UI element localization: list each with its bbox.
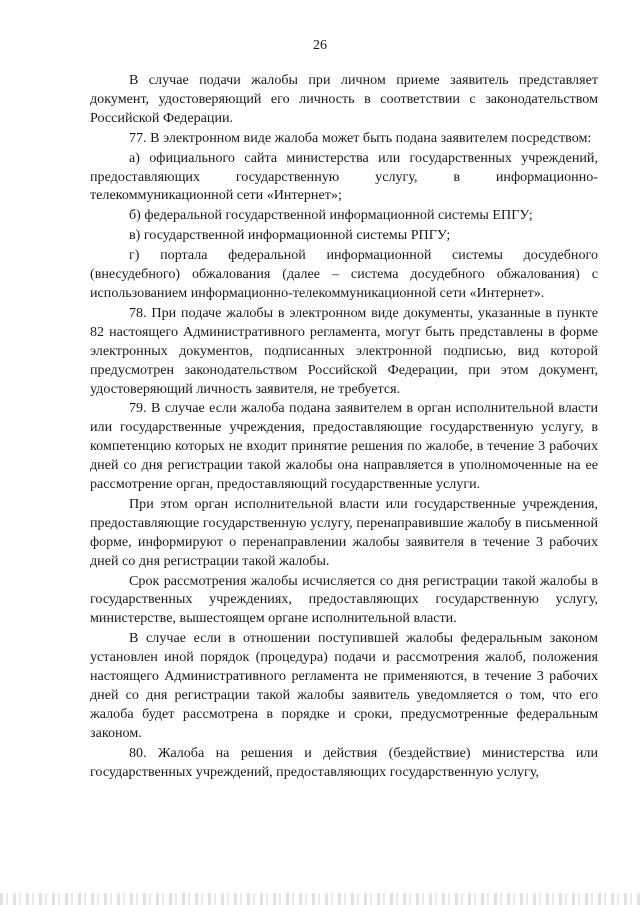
paragraph-77-a: а) официального сайта министерства или государственных учреждений, предоставляющих государственную услугу, в информационно-телекоммуникационной сети «Интернет»; (90, 149, 598, 204)
paragraph-77-v: в) государственной информационной системы РПГУ; (129, 227, 451, 244)
paragraph-80: 80. Жалоба на решения и действия (бездействие) министерства или государственных учреждений, предоставляющих государственную услугу, (90, 744, 598, 780)
paragraph-personal-submission: В случае подачи жалобы при личном приеме заявитель представляет документ, удостоверяющий его личность в соответствии с законодательством Российской Федерации. (90, 72, 598, 126)
paragraph-79: 79. В случае если жалоба подана заявителем в орган исполнительной власти или государственные учреждения, предоставляющие государственную услугу, в компетенцию которых не входит принятие решения по жалобе, в течение 3 рабочих дней со дня регистрации такой жалобы она направляется в уполномоченные на ее рассмотрение орган, предоставляющий государственные услуги. (90, 400, 598, 493)
paragraph-79-federal-law: В случае если в отношении поступившей жалобы федеральным законом установлен иной порядок (процедура) подачи и рассмотрения жалоб, положения настоящего Административного регламента не применяются, в течение 3 рабочих дней со дня регистрации такой жалобы заявитель уведомляется о том, что его жалоба будет рассмотрена в порядке и сроки, предусмотренные федеральным законом. (90, 630, 598, 741)
paragraph-77: 77. В электронном виде жалоба может быть подана заявителем посредством: (129, 129, 592, 146)
paragraph-79-redirect: При этом орган исполнительной власти или государственные учреждения, предоставляющие государственную услугу, перенаправившие жалобу в письменной форме, информируют о перенаправлении жалобы заявителя в течение 3 рабочих дней со дня регистрации такой жалобы. (90, 495, 598, 569)
paragraph-79-review-term: Срок рассмотрения жалобы исчисляется со дня регистрации такой жалобы в государственных учреждениях, предоставляющих государственную услугу, министерстве, вышестоящем органе исполнительной власти. (90, 572, 598, 627)
page-number: 26 (313, 38, 327, 53)
scan-edge-artifact (0, 893, 640, 905)
document-body (90, 71, 598, 782)
paragraph-77-g: г) портала федеральной информационной системы досудебного (внесудебного) обжалования (далее – система досудебного обжалования) с использованием информационно-телекоммуникационной сети «Интернет». (90, 247, 598, 301)
paragraph-78: 78. При подаче жалобы в электронном виде документы, указанные в пункте 82 настоящего Административного регламента, могут быть представлены в форме электронных документов, подписанных электронной подписью, вид которой предусмотрен законодательством Российской Федерации, при этом документ, удостоверяющий личность заявителя, не требуется. (90, 304, 598, 397)
paragraph-77-b: б) федеральной государственной информационной системы ЕПГУ; (129, 207, 533, 224)
